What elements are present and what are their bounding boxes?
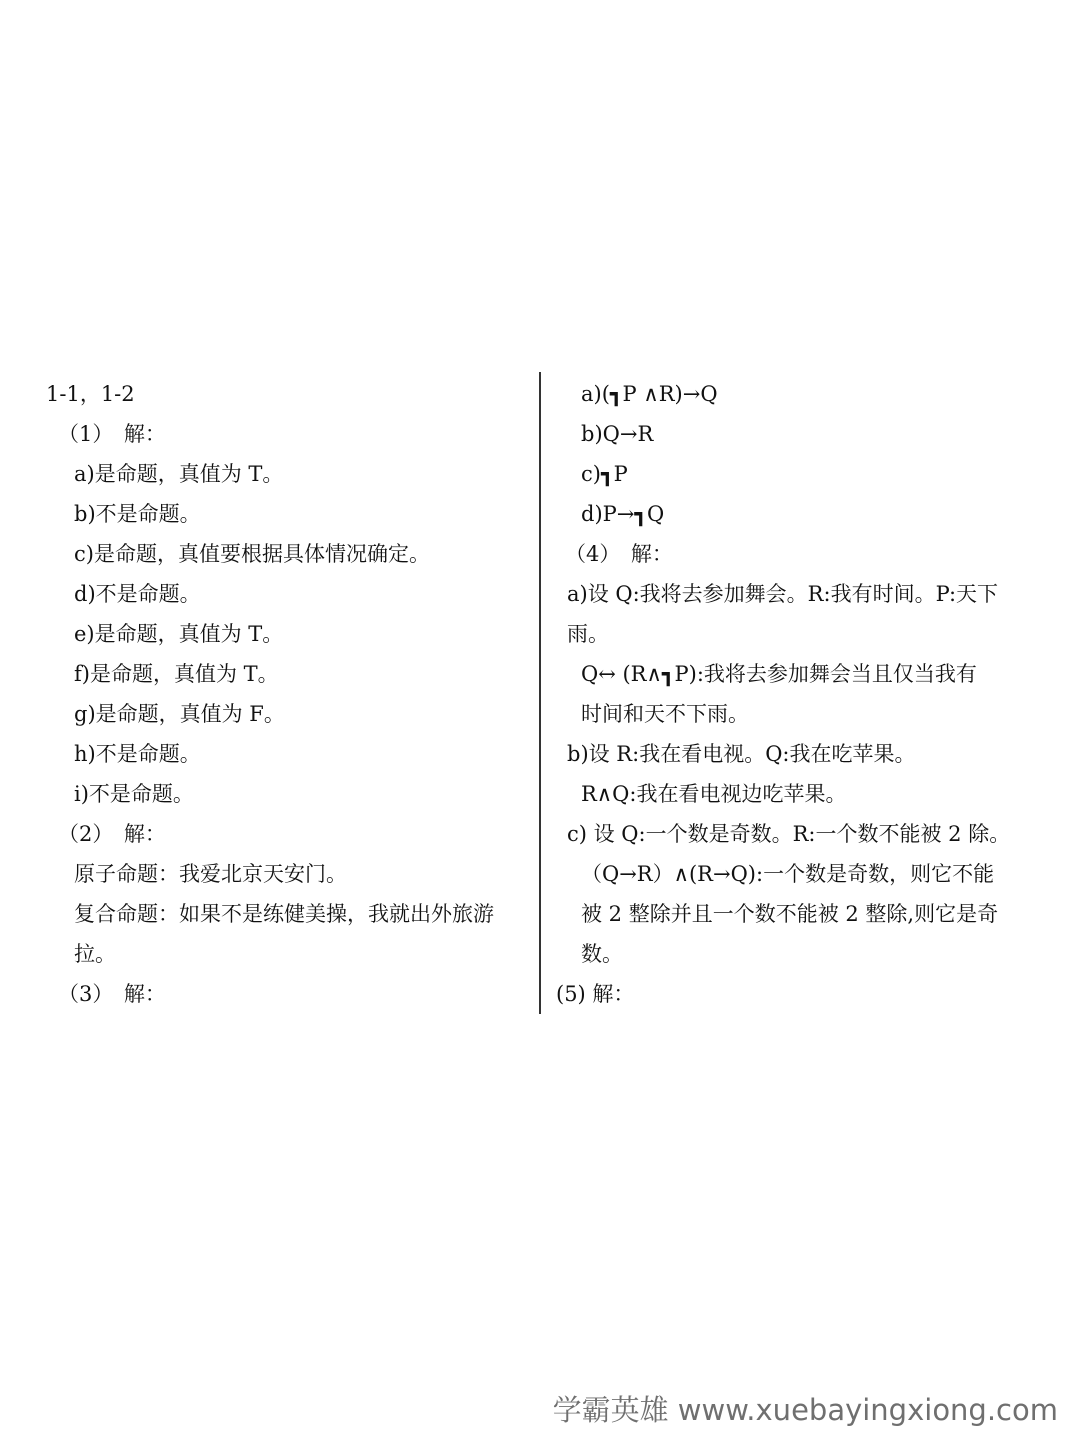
q4-a-formula-line1: Q↔ (R∧┓P):我将去参加舞会当且仅当我有: [581, 662, 977, 686]
q3-item-a: a)(┓P ∧R)→Q: [581, 382, 718, 406]
q1-item-e: e)是命题，真值为 T。: [74, 622, 284, 646]
q4-label: （4） 解：: [565, 542, 673, 566]
q2-compound-line1: 复合命题：如果不是练健美操，我就出外旅游: [74, 902, 494, 926]
q1-item-h: h)不是命题。: [74, 742, 201, 766]
q1-item-g: g)是命题，真值为 F。: [74, 702, 285, 726]
q4-c-formula-line3: 数。: [581, 942, 623, 966]
q2-atomic: 原子命题：我爱北京天安门。: [74, 862, 347, 886]
q4-a-formula-line2: 时间和天不下雨。: [581, 702, 749, 726]
q3-item-d: d)P→┓Q: [581, 502, 665, 526]
q2-compound-line2: 拉。: [74, 942, 116, 966]
q5-label: (5) 解：: [556, 982, 635, 1006]
section-header: 1-1，1-2: [46, 382, 135, 406]
q4-c-formula-line1: （Q→R）∧(R→Q):一个数是奇数，则它不能: [581, 862, 995, 886]
q3-label: （3） 解：: [58, 982, 166, 1006]
q1-label: （1） 解：: [58, 422, 166, 446]
watermark: 学霸英雄 www.xuebayingxiong.com: [552, 1393, 1058, 1427]
q4-b-formula: R∧Q:我在看电视边吃苹果。: [581, 782, 847, 806]
q1-item-c: c)是命题，真值要根据具体情况确定。: [74, 542, 430, 566]
q2-label: （2） 解：: [58, 822, 166, 846]
q1-item-f: f)是命题，真值为 T。: [74, 662, 279, 686]
q4-a-line1: a)设 Q:我将去参加舞会。R:我有时间。P:天下: [567, 582, 999, 606]
q1-item-d: d)不是命题。: [74, 582, 201, 606]
q3-item-b: b)Q→R: [581, 422, 654, 446]
q4-a-line2: 雨。: [567, 622, 609, 646]
q1-item-i: i)不是命题。: [74, 782, 194, 806]
q3-item-c: c)┓P: [581, 462, 628, 486]
q4-c-line: c) 设 Q:一个数是奇数。R:一个数不能被 2 除。: [567, 822, 1011, 846]
q1-item-b: b)不是命题。: [74, 502, 201, 526]
q4-c-formula-line2: 被 2 整除并且一个数不能被 2 整除,则它是奇: [581, 902, 999, 926]
q1-item-a: a)是命题，真值为 T。: [74, 462, 284, 486]
column-divider: [539, 372, 541, 1014]
q4-b-line: b)设 R:我在看电视。Q:我在吃苹果。: [567, 742, 916, 766]
